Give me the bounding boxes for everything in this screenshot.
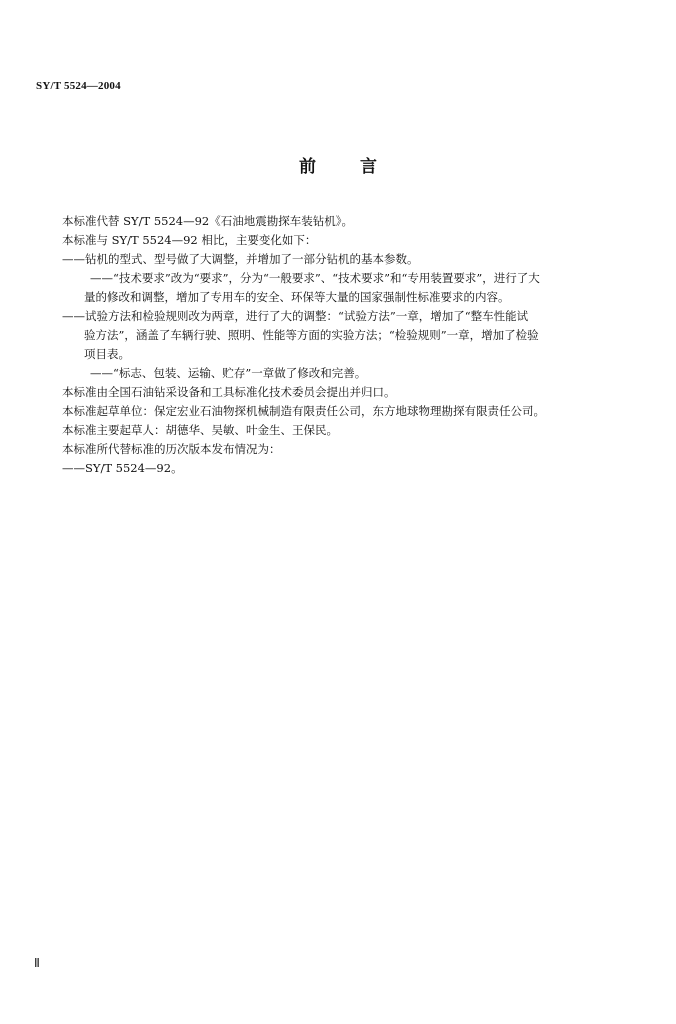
list-item-test-methods: ——试验方法和检验规则改为两章，进行了大的调整：“试验方法”一章，增加了“整车性能试 [62,309,529,323]
title-char-1: 前 [299,157,316,177]
list-item-requirements: ——“技术要求”改为“要求”，分为“一般要求”、“技术要求”和“专用装置要求”，进行了大 [90,271,540,285]
foreword-body [62,212,622,478]
list-item-marking: ——“标志、包装、运输、贮存”一章做了修改和完善。 [90,366,367,380]
paragraph-changes-intro: 本标准与 SY/T 5524—92 相比，主要变化如下： [62,233,317,247]
paragraph-proposed-by: 本标准由全国石油钻采设备和工具标准化技术委员会提出并归口。 [62,385,396,399]
paragraph-replaces: 本标准代替 SY/T 5524—92《石油地震勘探车装钻机》。 [62,214,353,228]
list-item-history: ——SY/T 5524—92。 [62,461,183,475]
list-item-test-methods-cont2: 项目表。 [84,347,130,361]
standard-code: SY/T 5524—2004 [36,80,121,92]
page-number: Ⅱ [34,956,40,970]
paragraph-drafting-units: 本标准起草单位：保定宏业石油物探机械制造有限责任公司，东方地球物理勘探有限责任公司。 [62,404,545,418]
paragraph-history-intro: 本标准所代替标准的历次版本发布情况为： [62,442,281,456]
title-char-2: 言 [360,157,377,177]
page-title [0,152,676,177]
list-item-requirements-cont: 量的修改和调整，增加了专用车的安全、环保等大量的国家强制性标准要求的内容。 [84,290,510,304]
paragraph-drafters: 本标准主要起草人：胡德华、吴敏、叶金生、王保民。 [62,423,338,437]
list-item-model-change: ——钻机的型式、型号做了大调整，并增加了一部分钻机的基本参数。 [62,252,419,266]
list-item-test-methods-cont: 验方法”，涵盖了车辆行驶、照明、性能等方面的实验方法；“检验规则”一章，增加了检验 [84,328,539,342]
